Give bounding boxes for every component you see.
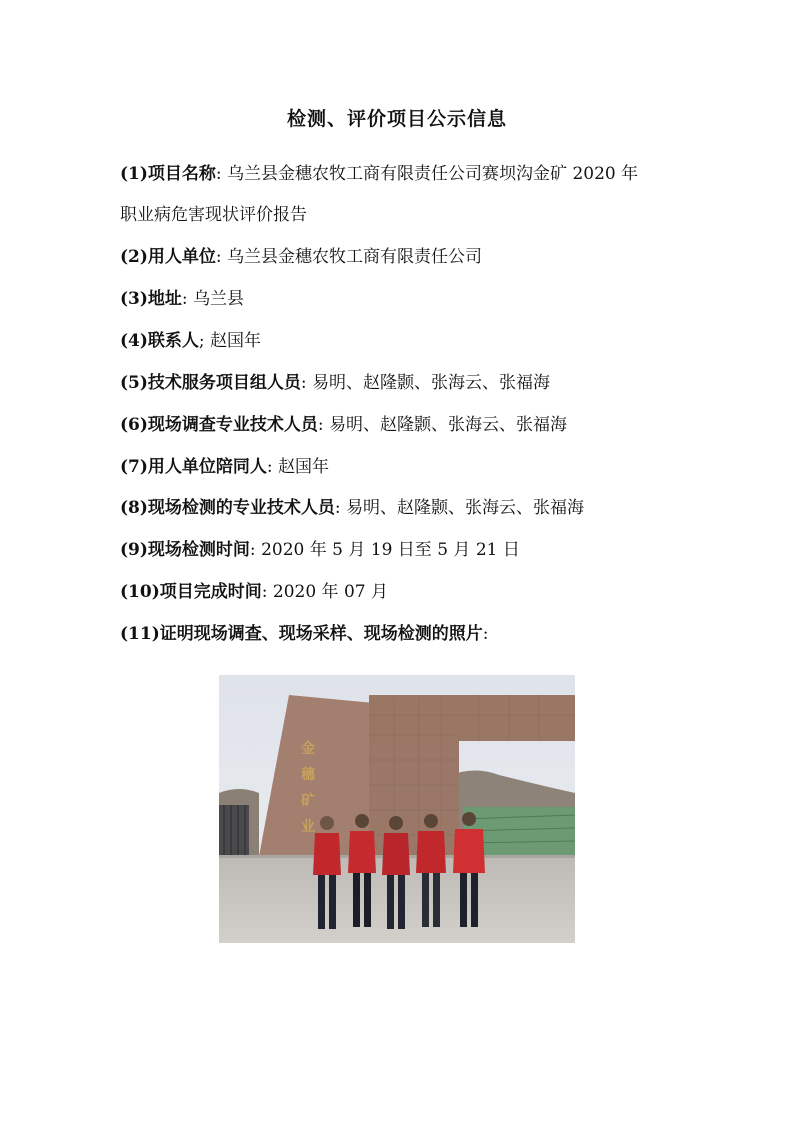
item-label: (5)技术服务项目组人员: [120, 373, 301, 393]
item-value: 易明、赵隆颢、张海云、张福海: [329, 415, 568, 435]
item-project-name: (1)项目名称: 乌兰县金穗农牧工商有限责任公司赛坝沟金矿 2020 年: [120, 164, 639, 184]
item-employer: (2)用人单位: 乌兰县金穗农牧工商有限责任公司: [120, 247, 483, 267]
item-value: 乌兰县金穗农牧工商有限责任公司赛坝沟金矿 2020 年: [227, 164, 639, 184]
item-address: (3)地址: 乌兰县: [120, 289, 245, 309]
item-contact: (4)联系人; 赵国年: [120, 331, 262, 351]
item-label: (4)联系人: [120, 331, 199, 351]
item-project-name-cont: [120, 203, 307, 227]
item-photos: (11)证明现场调查、现场采样、现场检测的照片:: [120, 624, 489, 644]
item-label: (3)地址: [120, 289, 182, 309]
item-value: 乌兰县: [193, 289, 245, 309]
gate-sign-char: 业: [301, 819, 315, 835]
item-value: 职业病危害现状评价报告: [120, 205, 307, 225]
item-testing-staff: (8)现场检测的专业技术人员: 易明、赵隆颢、张海云、张福海: [120, 498, 585, 518]
item-value: 易明、赵隆颢、张海云、张福海: [346, 498, 585, 518]
item-label: (11)证明现场调查、现场采样、现场检测的照片: [120, 624, 483, 644]
item-label: (6)现场调查专业技术人员: [120, 415, 318, 435]
item-label: (9)现场检测时间: [120, 540, 250, 560]
photo-gate-beam: [369, 695, 575, 741]
item-survey-staff: (6)现场调查专业技术人员: 易明、赵隆颢、张海云、张福海: [120, 415, 568, 435]
gate-sign-char: 金: [301, 741, 315, 757]
item-completion-time: (10)项目完成时间: 2020 年 07 月: [120, 582, 388, 602]
item-value: 乌兰县金穗农牧工商有限责任公司: [227, 247, 483, 267]
gate-sign-char: 穗: [301, 767, 315, 783]
site-photo: [219, 675, 575, 943]
gate-sign-char: 矿: [301, 793, 315, 809]
page-title: 检测、评价项目公示信息: [286, 108, 507, 130]
item-label: (1)项目名称: [120, 164, 216, 184]
item-value: 赵国年: [210, 331, 262, 351]
item-team: (5)技术服务项目组人员: 易明、赵隆颢、张海云、张福海: [120, 373, 551, 393]
item-value: 2020 年 5 月 19 日至 5 月 21 日: [261, 540, 520, 560]
item-escort: (7)用人单位陪同人: 赵国年: [120, 457, 330, 477]
item-label: (7)用人单位陪同人: [120, 457, 267, 477]
item-label: (10)项目完成时间: [120, 582, 262, 602]
item-testing-time: (9)现场检测时间: 2020 年 5 月 19 日至 5 月 21 日: [120, 540, 520, 560]
item-value: 赵国年: [278, 457, 330, 477]
item-label: (8)现场检测的专业技术人员: [120, 498, 335, 518]
item-value: 2020 年 07 月: [272, 582, 388, 602]
item-label: (2)用人单位: [120, 247, 216, 267]
item-value: 易明、赵隆颢、张海云、张福海: [312, 373, 551, 393]
